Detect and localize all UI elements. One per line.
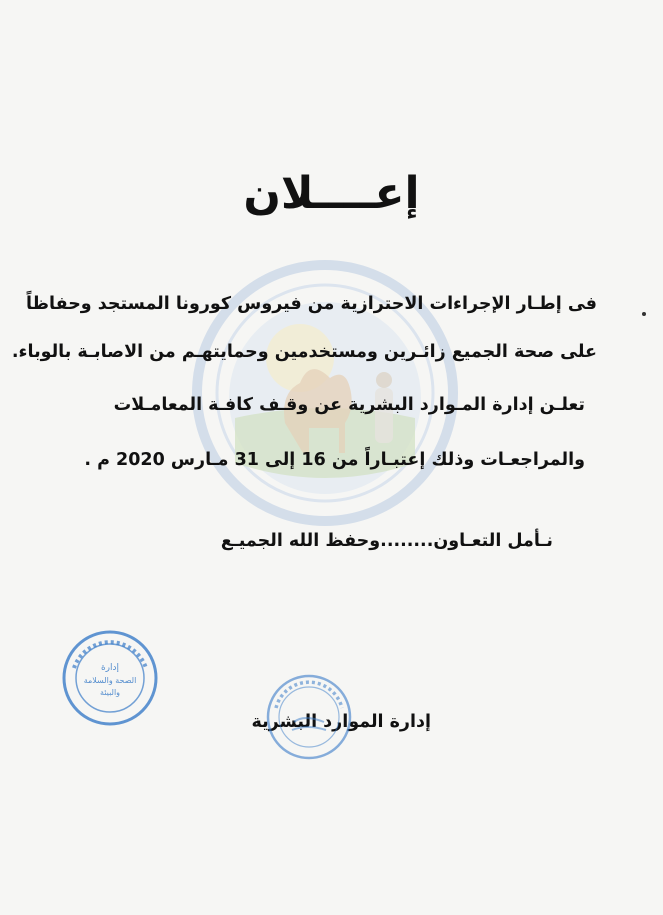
svg-text:والبيئة: والبيئة xyxy=(99,688,121,697)
bullet-dot xyxy=(642,312,646,316)
closing-line: نـأمل التعـاون........وحفظ الله الجميـع xyxy=(220,531,553,551)
svg-text:إدارة: إدارة xyxy=(100,663,120,673)
paragraph-line-4: والمراجعـات وذلك إعتبـاراً من 16 إلى 31 مـارس 2020 م . xyxy=(84,450,585,470)
watermark-emblem xyxy=(190,248,460,538)
announcement-title: إعــــلان xyxy=(243,168,420,219)
paragraph-line-3: تعلـن إدارة المـوارد البشرية عن وقـف كافـة المعامـلات xyxy=(113,395,585,415)
signature-stamp xyxy=(264,672,354,762)
svg-text:الصحة والسلامة: الصحة والسلامة xyxy=(83,676,137,685)
paragraph-line-2: على صحة الجميع زائـرين ومستخدمين وحمايتهـم من الاصابـة بالوباء. xyxy=(11,342,597,362)
left-stamp xyxy=(60,628,160,728)
paragraph-line-1: فى إطـار الإجراءات الاحترازية من فيروس كورونا المستجد وحفاظاً xyxy=(25,294,597,314)
signature-line: إدارة الموارد البشرية xyxy=(251,712,431,732)
